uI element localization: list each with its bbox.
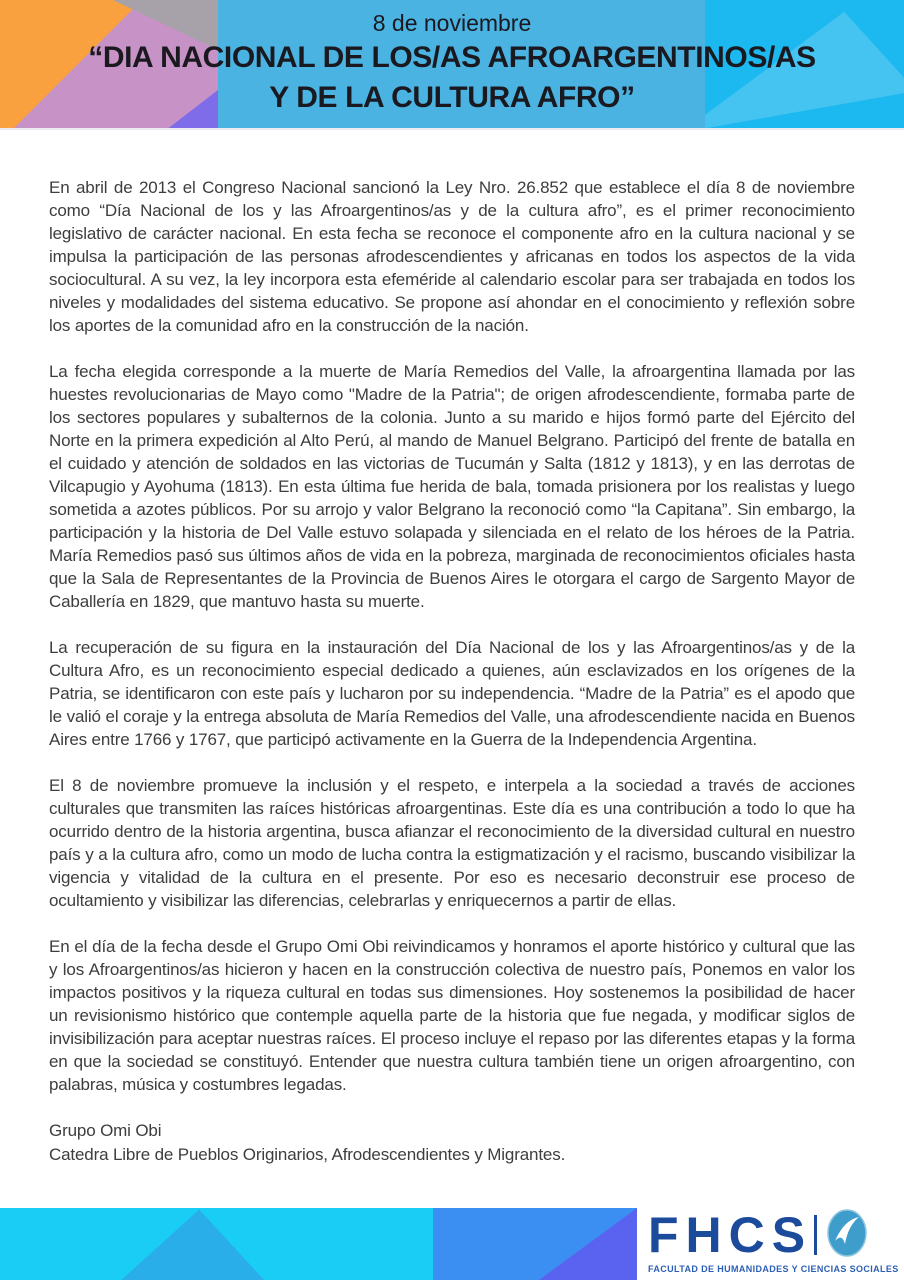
paragraph-1: En abril de 2013 el Congreso Nacional sancionó la Ley Nro. 26.852 que establece el día 8 de noviembre como “Día Nacional de los y las Afroargentinos/as y de la cultura afro”, es el primer reconocimiento legislativo de carácter nacional. En esta fecha se reconoce el componente afro en la cultura nacional y se impulsa la participación de las personas afrodescendientes y africanas en todos los aspectos de la vida sociocultural. A su vez, la ley incorpora esta efeméride al calendario escolar para ser trabajada en todos los niveles y modalidades del sistema educativo. Se propone así ahondar en el conocimiento y reflexión sobre los aportes de la comunidad afro en la construcción de la nación. (49, 178, 855, 335)
signature-group-name: Grupo Omi Obi (49, 1121, 162, 1140)
fhcs-separator (814, 1215, 817, 1255)
paragraph-5: En el día de la fecha desde el Grupo Omi Obi reivindicamos y honramos el aporte histórico y cultural que las y los Afroargentinos/as hicieron y hacen en la construcción colectiva de nuestro país, Ponemos en valor los impactos positivos y la riqueza cultural en todas sus dimensiones. Hoy sostenemos la posibilidad de hacer un revisionismo histórico que contemple aquella parte de la historia que fue negada, y modificar siglos de invisibilización para aceptar nuestras raíces. El proceso incluye el repaso por las diferentes etapas y la forma en que la sociedad se constituyó. Entender que nuestra cultura también tiene un origen afroargentino, con palabras, música y costumbres legadas. (49, 937, 855, 1094)
footer-decor-triangle-blue (0, 1208, 433, 1280)
paragraph-3: La recuperación de su figura en la instauración del Día Nacional de los y las Afroargentinos/as y de la Cultura Afro, es un reconocimiento especial dedicado a quienes, aún esclavizados en los orígenes de la Patria, se identificaron con este país y lucharon por su independencia. “Madre de la Patria” es el apodo que le valió el coraje y la entrega absoluta de María Remedios del Valle, una afrodescendiente nacida en Buenos Aires entre 1766 y 1767, que participó activamente en la Guerra de la Independencia Argentina. (49, 638, 855, 749)
footer-decor-blue (433, 1208, 637, 1280)
page-title-line1: “DIA NACIONAL DE LOS/AS AFROARGENTINOS/AS (88, 41, 816, 74)
footer-decor-cyan (0, 1208, 433, 1280)
fhcs-logo-row (648, 1207, 904, 1263)
header-title-block (0, 8, 904, 118)
signature-block (49, 1119, 855, 1167)
header-date: 8 de noviembre (372, 10, 532, 36)
bird-badge-icon (826, 1208, 868, 1263)
footer-decor-triangle-violet (433, 1208, 637, 1280)
fhcs-logo (637, 1208, 904, 1280)
signature-catedra: Catedra Libre de Pueblos Originarios, Afrodescendientes y Migrantes. (49, 1145, 566, 1164)
paragraph-4: El 8 de noviembre promueve la inclusión y el respeto, e interpela a la sociedad a través de acciones culturales que transmiten las raíces históricas afroargentinas. Este día es una contribución a todo lo que ha ocurrido dentro de la historia argentina, busca afianzar el reconocimiento de la diversidad cultural en nuestro país y a la cultura afro, como un modo de lucha contra la estigmatización y el racismo, buscando visibilizar la vigencia y vitalidad de la cultura en el presente. Por eso es necesario deconstruir ese proceso de ocultamiento y visibilizar las diferencias, celebrarlas y enriquecernos a partir de ellas. (49, 776, 855, 910)
fhcs-acronym: FHCS (648, 1207, 813, 1263)
document-body (0, 130, 904, 1167)
page-title-line2: Y DE LA CULTURA AFRO” (269, 81, 635, 114)
fhcs-subtitle: FACULTAD DE HUMANIDADES Y CIENCIAS SOCIALES (648, 1264, 899, 1274)
footer-band (0, 1208, 904, 1280)
header-banner (0, 0, 904, 130)
paragraph-2: La fecha elegida corresponde a la muerte de María Remedios del Valle, la afroargentina llamada por las huestes revolucionarias de Mayo como "Madre de la Patria"; de origen afrodescendiente, formaba parte de los sectores populares y subalternos de la colonia. Junto a su marido e hijos formó parte del Ejército del Norte en la primera expedición al Alto Perú, al mando de Manuel Belgrano. Participó del frente de batalla en el cuidado y atención de soldados en las victorias de Tucumán y Salta (1812 y 1813), y en las derrotas de Vilcapugio y Ayohuma (1813). En esta última fue herida de bala, tomada prisionera por los realistas y luego sometida a azotes públicos. Por su arrojo y valor Belgrano la reconoció como “la Capitana”. Sin embargo, la participación y la historia de Del Valle estuvo solapada y silenciada en el relato de los héroes de la Patria. María Remedios pasó sus últimos años de vida en la pobreza, marginada de reconocimientos oficiales hasta que la Sala de Representantes de la Provincia de Buenos Aires le otorgara el cargo de Sargento Mayor de Caballería en 1829, que mantuvo hasta su muerte. (49, 362, 855, 611)
